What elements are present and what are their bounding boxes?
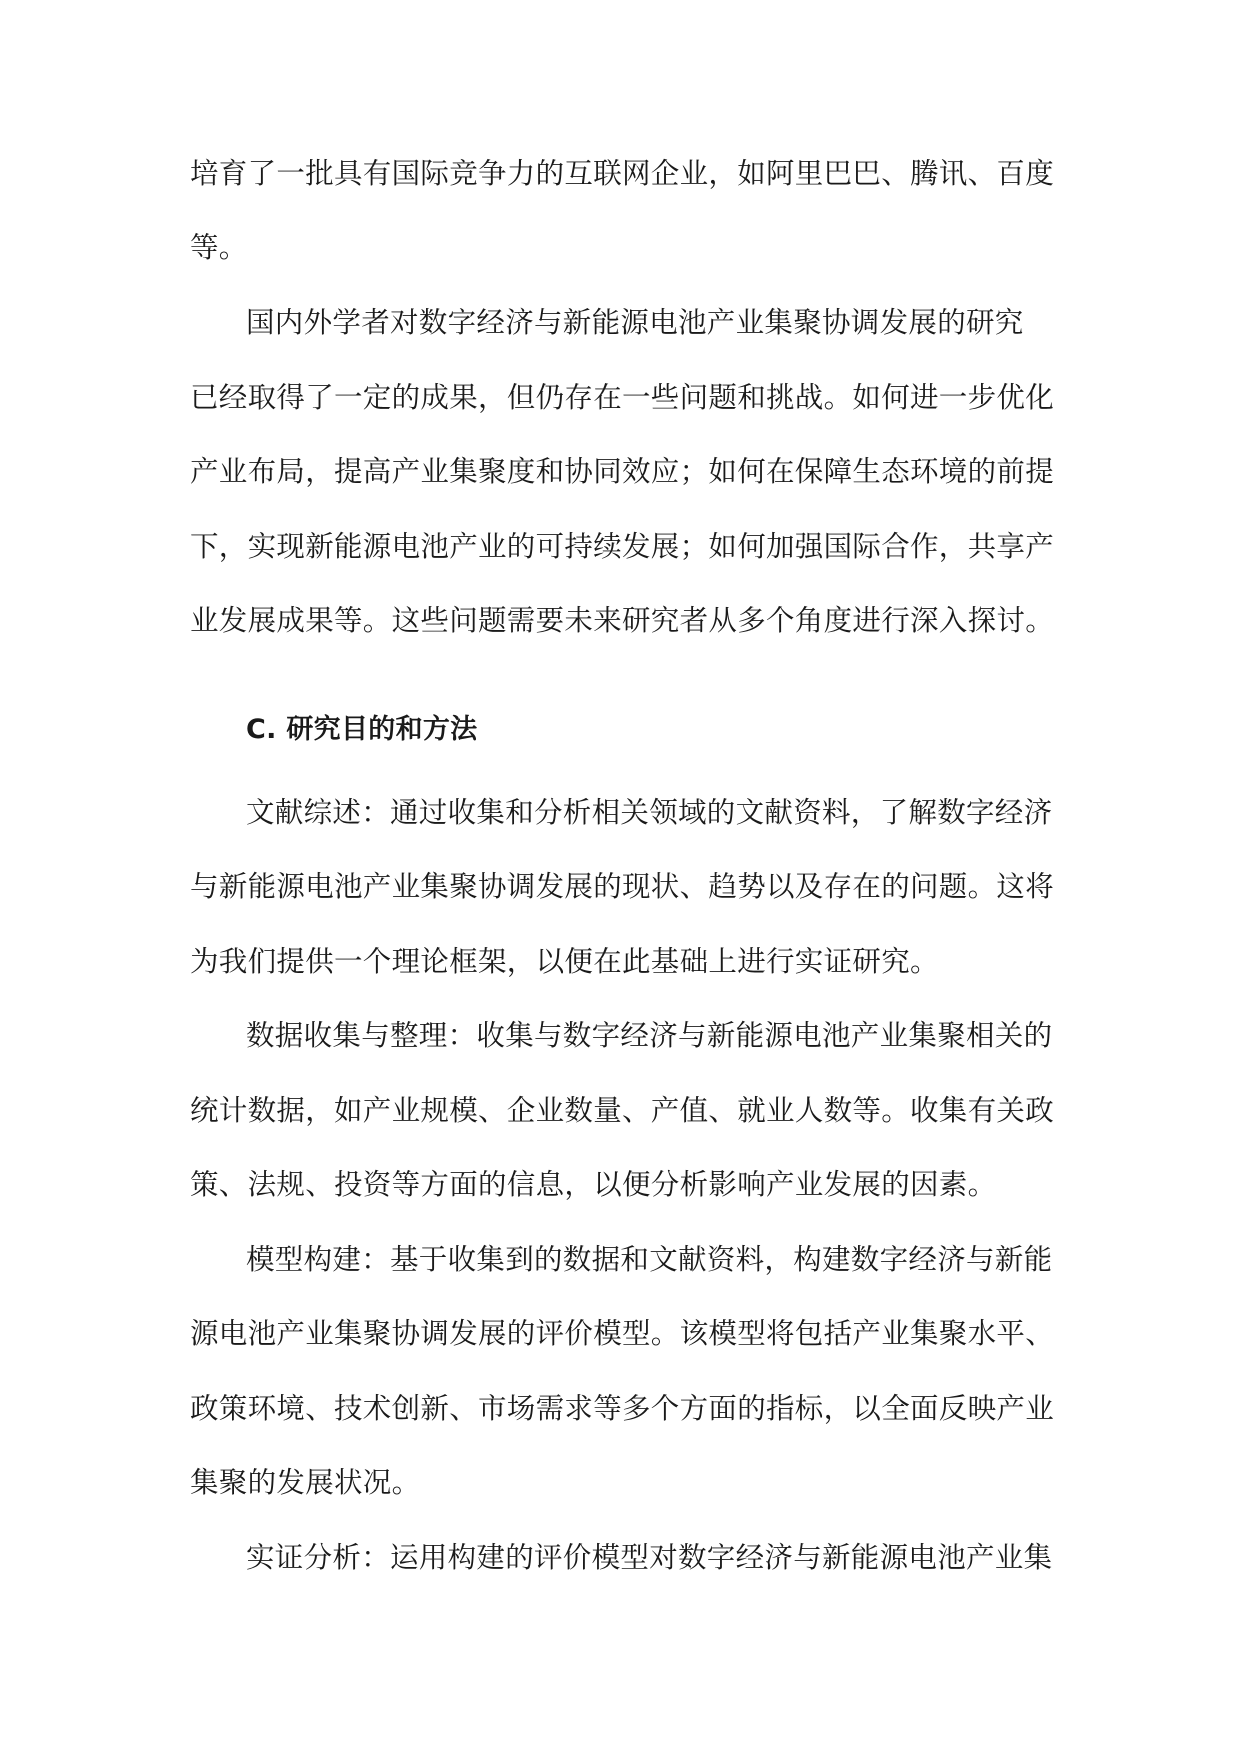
paragraph-line: 政策环境、技术创新、市场需求等多个方面的指标，以全面反映产业 (190, 1392, 1055, 1425)
paragraph-line: 培育了一批具有国际竞争力的互联网企业，如阿里巴巴、腾讯、百度 (190, 157, 1055, 190)
paragraph-line: 策、法规、投资等方面的信息，以便分析影响产业发展的因素。 (190, 1168, 997, 1201)
paragraph-line: 文献综述：通过收集和分析相关领域的文献资料，了解数字经济 (246, 796, 1053, 829)
paragraph-line: 与新能源电池产业集聚协调发展的现状、趋势以及存在的问题。这将 (190, 870, 1055, 903)
paragraph-line: 已经取得了一定的成果，但仍存在一些问题和挑战。如何进一步优化 (190, 381, 1055, 414)
paragraph-line: 产业布局，提高产业集聚度和协同效应；如何在保障生态环境的前提 (190, 455, 1055, 488)
paragraph-line: 下，实现新能源电池产业的可持续发展；如何加强国际合作，共享产 (190, 530, 1055, 563)
paragraph-line: 统计数据，如产业规模、企业数量、产值、就业人数等。收集有关政 (190, 1094, 1055, 1127)
paragraph-line: 源电池产业集聚协调发展的评价模型。该模型将包括产业集聚水平、 (190, 1317, 1055, 1350)
paragraph-line: 业发展成果等。这些问题需要未来研究者从多个角度进行深入探讨。 (190, 604, 1055, 637)
paragraph-line: 实证分析：运用构建的评价模型对数字经济与新能源电池产业集 (246, 1541, 1053, 1574)
paragraph-line: 为我们提供一个理论框架，以便在此基础上进行实证研究。 (190, 945, 939, 978)
paragraph-line: 数据收集与整理：收集与数字经济与新能源电池产业集聚相关的 (246, 1019, 1053, 1052)
paragraph-line: 集聚的发展状况。 (190, 1466, 421, 1499)
paragraph-line: 模型构建：基于收集到的数据和文献资料，构建数字经济与新能 (246, 1243, 1053, 1276)
paragraph-line: 国内外学者对数字经济与新能源电池产业集聚协调发展的研究 (246, 306, 1024, 339)
section-heading: C. 研究目的和方法 (246, 714, 478, 745)
paragraph-line: 等。 (190, 231, 248, 264)
